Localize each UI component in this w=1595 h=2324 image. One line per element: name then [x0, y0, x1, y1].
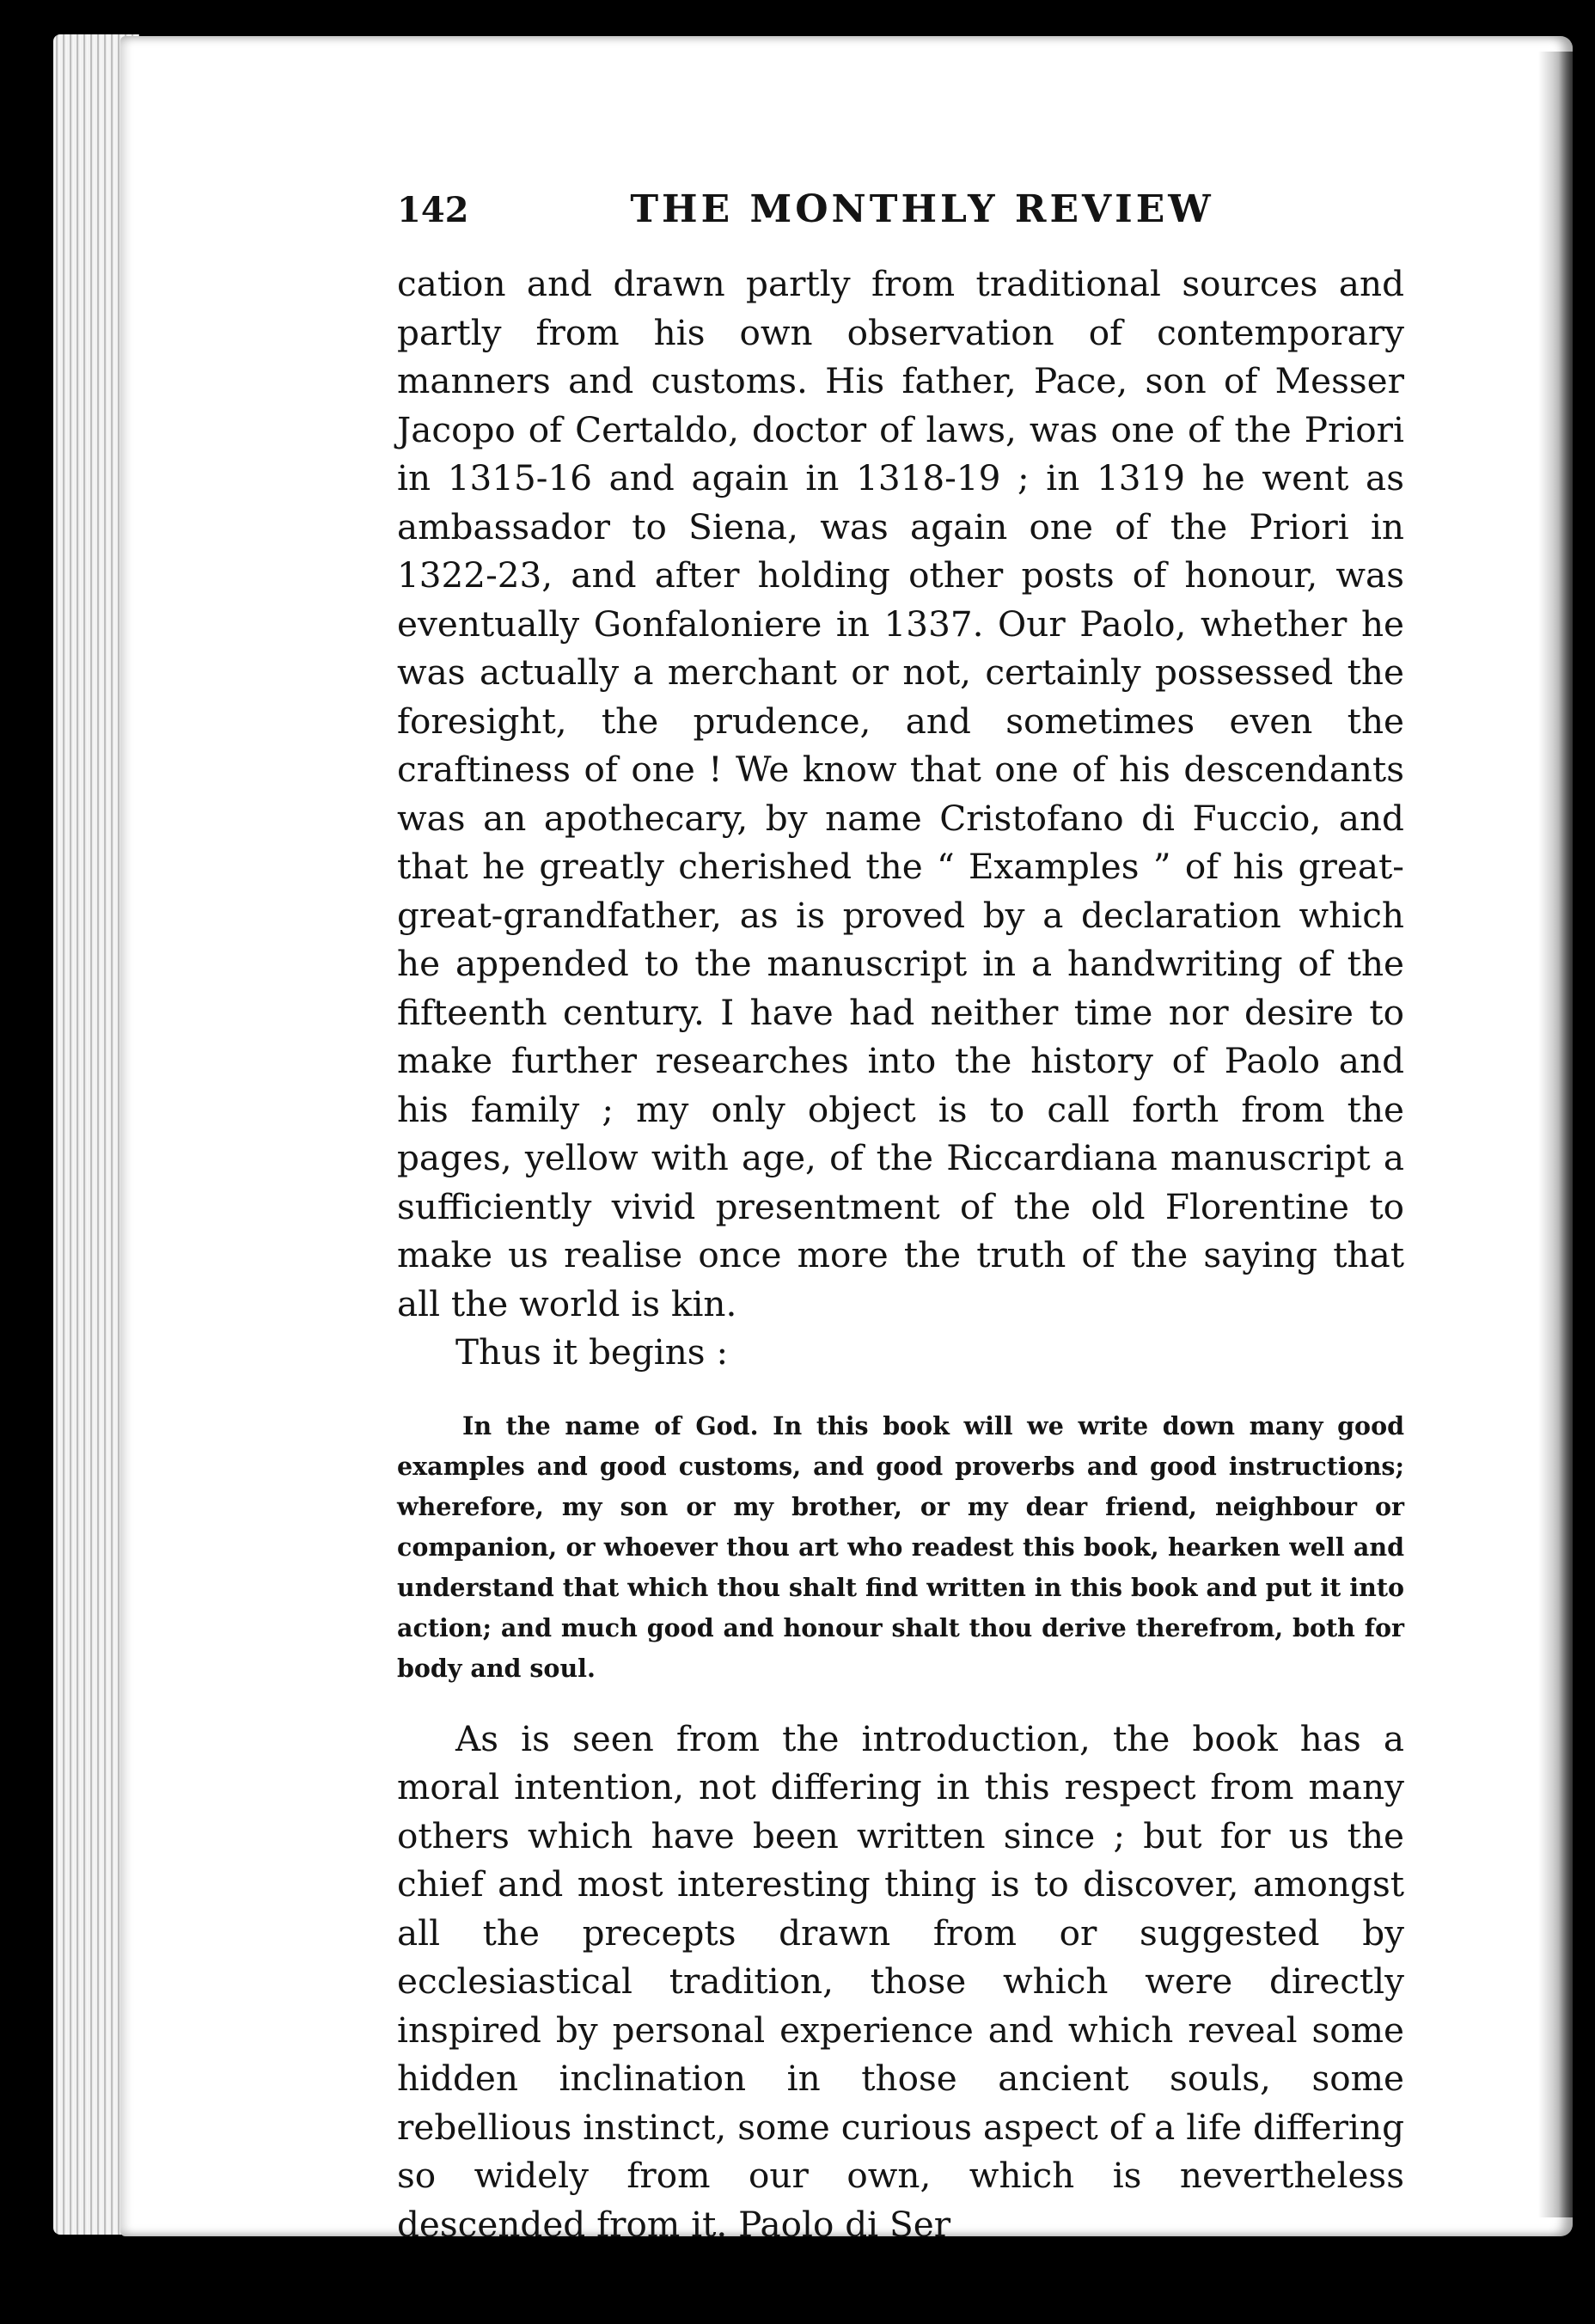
journal-title: THE MONTHLY REVIEW: [630, 187, 1214, 231]
page-gutter-shadow: [1538, 52, 1573, 2217]
page-number: 142: [397, 190, 469, 230]
paragraph-thus-it-begins: Thus it begins :: [455, 1331, 729, 1373]
block-quote: In the name of God. In this book will we write down many good examples and good customs, and good proverbs and good instructions; wherefore, my son or my brother, or my dear friend, neighbour or companion, or whoever thou art who readest this book, hearken well and understand that which thou shalt find written in this book and put it into action; and much good and honour shalt thou derive therefrom, both for body and soul.: [397, 1410, 1404, 1683]
paragraph-continuation: cation and drawn partly from traditional sources and partly from his own observation of contemporary manners and customs. His father, Pace, son of Messer Jacopo of Certaldo, doctor of laws, was one of the Priori in 1315-16 and again in 1318-19 ; in 1319 he went as ambassador to Siena, was again one of the Priori in 1322-23, and after holding other posts of honour, was eventually Gonfaloniere in 1337. Our Paolo, whether he was actually a merchant or not, certainly possessed the foresight, the prudence, and sometimes even the craftiness of one ! We know that one of his descendants was an apothecary, by name Cristofano di Fuccio, and that he greatly cherished the “ Examples ” of his great-great-grandfather, as is proved by a declaration which he appended to the manuscript in a handwriting of the fifteenth century. I have had neither time nor desire to make further researches into the history of Paolo and his family ; my only object is to call forth from the pages, yellow with age, of the Riccardiana manuscript a sufficiently vivid presentment of the old Florentine to make us realise once more the truth of the saying that all the world is kin.: [397, 263, 1404, 1324]
page-text-block: [397, 187, 1404, 2248]
paragraph-moral-intention: As is seen from the introduction, the book has a moral intention, not differing in this respect from many others which have been written since ; but for us the chief and most interesting thing is to discover, amongst all the precepts drawn from or suggested by ecclesiastical tradition, those which were directly inspired by personal experience and which reveal some hidden inclination in those ancient souls, some rebellious instinct, some curious aspect of a life differing so widely from our own, which is nevertheless descended from it. Paolo di Ser: [397, 1717, 1404, 2245]
running-head: [397, 187, 1404, 248]
